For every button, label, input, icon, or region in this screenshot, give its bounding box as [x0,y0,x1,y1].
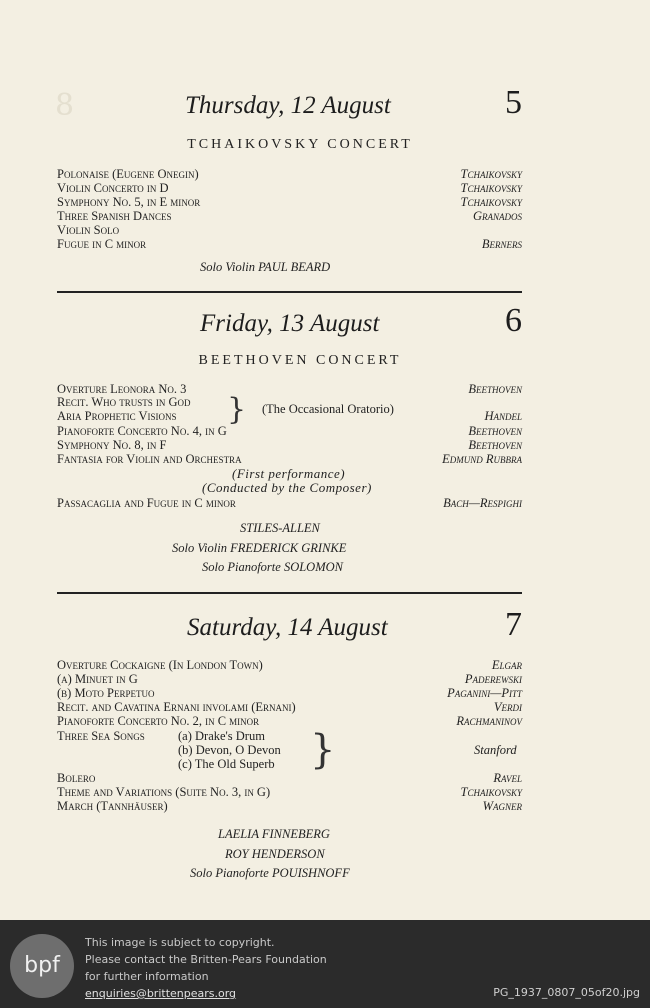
performer-line: LAELIA FINNEBERG [218,827,330,841]
copyright-line: Please contact the Britten-Pears Foundation [85,953,327,966]
programme-item: Recit. and Cavatina Ernani involami (Ernani) Verdi [57,700,522,714]
programme-item: Violin Solo [57,223,120,237]
programme-item: (a) Minuet in G Paderewski [57,672,522,686]
programme-item: (b) Moto Perpetuo Paganini—Pitt [57,686,522,700]
show-through-number: 8 [55,88,75,123]
page-number-7: 7 [505,606,522,643]
programme-item: Theme and Variations (Suite No. 3, in G) Tchaikovsky [57,785,522,799]
programme-item: Pianoforte Concerto No. 2, in C minor Rachmaninov [57,714,522,728]
performer-line: Solo Violin PAUL BEARD [200,260,331,274]
conducted-note: (Conducted by the Composer) [202,480,372,495]
section-divider [57,291,522,293]
concert-title-beethoven: BEETHOVEN CONCERT [198,353,402,368]
performer-line: Solo Pianoforte SOLOMON [202,560,343,574]
programme-item: Passacaglia and Fugue in C minor Bach—Respighi [57,496,522,510]
oratorio-note: (The Occasional Oratorio) [262,402,394,416]
programme-item: Symphony No. 5, in E minor Tchaikovsky [57,195,522,209]
sea-song: (b) Devon, O Devon [178,743,281,757]
programme-item: Overture Leonora No. 3 Beethoven [57,382,522,396]
performer-line: ROY HENDERSON [225,847,325,861]
performer-line: STILES-ALLEN [240,521,320,535]
programme-item: Polonaise (Eugene Onegin) Tchaikovsky [57,167,522,181]
copyright-footer [0,920,650,1008]
performer-line: Solo Violin FREDERICK GRINKE [172,541,347,555]
programme-item: Pianoforte Concerto No. 4, in G Beethoven [57,424,522,438]
image-filename: PG_1937_0807_05of20.jpg [493,986,640,999]
copyright-line: for further information [85,970,209,983]
programme-item: March (Tannhäuser) Wagner [57,799,522,813]
brace-glyph: } [310,727,336,773]
concert-title-tchaikovsky: TCHAIKOVSKY CONCERT [187,137,413,152]
programme-item: Aria Prophetic Visions Handel [57,409,522,423]
day-heading-friday: Friday, 13 August [200,310,380,337]
sea-song: (a) Drake's Drum [178,729,265,743]
programme-item: Three Spanish Dances Granados [57,209,522,223]
programme-item: Recit. Who trusts in God [57,395,191,409]
day-heading-thursday: Thursday, 12 August [185,92,391,119]
programme-item: Symphony No. 8, in F Beethoven [57,438,522,452]
page-number-6: 6 [505,302,522,339]
programme-item: Fantasia for Violin and Orchestra Edmund Rubbra [57,452,522,466]
day-heading-saturday: Saturday, 14 August [187,614,388,641]
section-divider [57,592,522,594]
contact-email-link[interactable]: enquiries@brittenpears.org [85,987,237,1000]
copyright-line: This image is subject to copyright. [85,936,275,949]
programme-item: Bolero Ravel [57,771,522,785]
performer-line: Solo Pianoforte POUISHNOFF [190,866,350,880]
sea-songs-composer: Stanford [474,743,517,757]
brace-glyph: } [227,392,247,427]
page-number-5: 5 [505,84,522,121]
first-performance-note: (First performance) [232,466,346,481]
programme-item: Three Sea Songs [57,729,145,743]
programme-item: Overture Cockaigne (In London Town) Elgar [57,658,522,672]
sea-song: (c) The Old Superb [178,757,275,771]
bpf-logo: bpf [10,934,74,998]
programme-item: Violin Concerto in D Tchaikovsky [57,181,522,195]
programme-item: Fugue in C minor Berners [57,237,522,251]
